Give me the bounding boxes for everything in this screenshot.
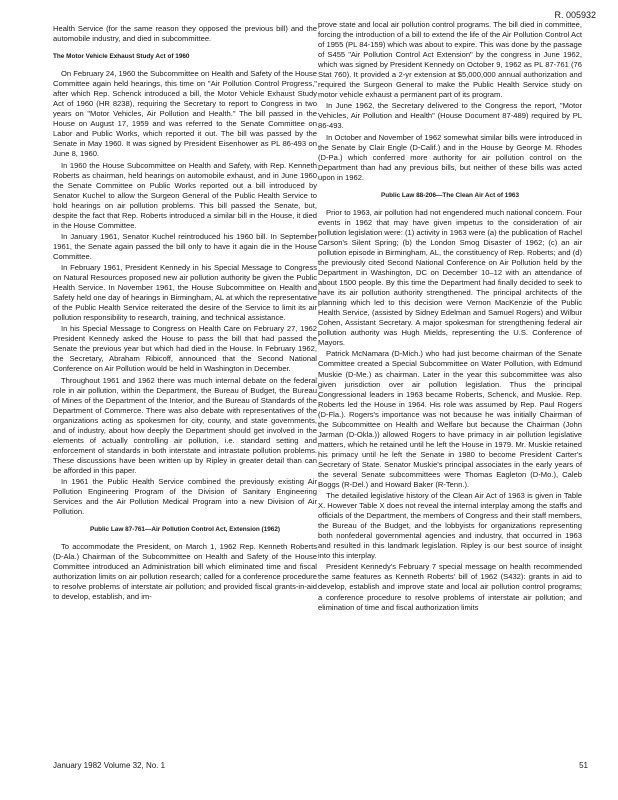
left-column	[53, 24, 317, 603]
paragraph: In 1960 the House Subcommittee on Health and Safety, with Rep. Kenneth Roberts as chairman, held hearings on automobile exhaust, and in June 1960 the Senate Committee on Public Works reported out a bill introduced by Senator Kuchel to allow the Surgeon General of the Public Health Service to hold hearings on air pollution problems. This bill passed the Senate, but, despite the fact that Rep. Roberts introduced a similar bill in the House, it died in the House Committee.	[53, 160, 317, 230]
paragraph: In his Special Message to Congress on Health Care on February 27, 1962 President Kennedy asked the House to pass the bill that had passed the Senate the previous year but which had died in the House. In February 1962, the Secretary, Abraham Ribicoff, announced that the Second National Conference on Air Pollution would be held in Washington in December.	[53, 324, 317, 374]
paragraph: In January 1961, Senator Kuchel reintroduced his 1960 bill. In September 1961, the Senate again passed the bill only to have it again die in the House Committee.	[53, 231, 317, 261]
paragraph: Prior to 1963, air pollution had not engendered much national concern. Four events in 1962 that may have given impetus to the consideration of air pollution legislation were: (1) activity in 1963 were (a) the publication of Rachel Carson's Silent Spring; (b) the London Smog Disaster of 1962; (c) an air pollution episode in Birmingham, AL, the constituency of Rep. Roberts; and (d) the previously cited Second National Conference on Air Pollution held by the Department in Washington, DC on December 10–12 with an attendance of about 1500 people. By this time the Department had finally decided to seek to have its air pollution authority strengthened. The principal architects of the planning which led to this decision were Vernon MacKenzie of the Public Health Service, (assisted by Sidney Edelman and Samuel Rogers) and Wilbur Cohen, Assistant Secretary. A major spokesman for strengthening federal air pollution authority was Hugh Mields, representing the U.S. Conference of Mayors.	[318, 207, 582, 348]
paragraph: To accommodate the President, on March 1, 1962 Rep. Kenneth Roberts (D-Ala.) Chairman of the Subcommittee on Health and Safety of the House Committee introduced an Administration bill which eliminated time and fiscal authorization limits on air pollution research; called for a conference procedure to resolve problems of interstate air pollution; and provided fiscal grants-in-aid to develop, establish, and im-	[53, 542, 317, 602]
bates-number: R. 005932	[554, 10, 596, 20]
section-heading: Public Law 88-206—The Clean Air Act of 1963	[380, 191, 520, 199]
paragraph: Throughout 1961 and 1962 there was much internal debate on the federal role in air pollution, within the Department, the Bureau of Budget, the Bureau of Mines of the Department of the Interior, and the Bureau of Standards of the Department of Commerce. There was also debate with representatives of the organizations acting as spokesmen for city, county, and state governments, and of industry, about how deeply the Department should get involved in the elements of actually controlling air pollution, i.e. standard setting and enforcement of standards in both interstate and intrastate pollution problems. These discussions have been written up by Ripley in greater detail than can be afforded in this paper.	[53, 375, 317, 475]
paragraph: On February 24, 1960 the Subcommittee on Health and Safety of the House Committee again held hearings, this time on "Air Pollution Control Progress," after which Rep. Schenck introduced a bill, the Motor Vehicle Exhaust Study Act of 1960 (HR 8238), requiring the Secretary to report to Congress in two years on "Motor Vehicles, Air Pollution and Health." The bill passed in the House on August 17, 1959 and was referred to the Senate Committee on Labor and Public Works, which reported it out. The bill was passed by the Senate in May 1960. It was signed by President Eisenhower as PL 86-493 on June 8, 1960.	[53, 69, 317, 159]
page-number: 51	[579, 761, 588, 770]
right-column	[318, 20, 582, 614]
section-heading: Public Law 87-761—Air Pollution Control Act, Extension (1962)	[89, 526, 281, 534]
paragraph: President Kennedy's February 7 special message on health recommended the same features as Kenneth Roberts' bill of 1962 (S432): grants in aid to develop, establish and improve state and local air pollution control programs; a conference procedure to resolve problems of interstate air pollution; and elimination of time and fiscal authorization limits	[318, 562, 582, 612]
journal-issue: January 1982 Volume 32, No. 1	[53, 761, 166, 770]
paragraph: Health Service (for the same reason they opposed the previous bill) and the automobile industry, and died in subcommittee.	[53, 24, 317, 44]
paragraph: In October and November of 1962 somewhat similar bills were introduced in the Senate by Clair Engle (D-Calif.) and in the House by George M. Rhodes (D-Pa.) which conferred more authority for air pollution control on the Department than had any previous bills, but neither of these bills was acted upon in 1962.	[318, 132, 582, 182]
paragraph: Patrick McNamara (D-Mich.) who had just become chairman of the Senate Committee created a Special Subcommittee on Water Pollution, with Edmund Muskie (D-Me.) as chairman. Later in the year this subcommittee was also given jurisdiction over air pollution legislation. Thus the principal Congressional leaders in 1963 became Roberts, Schenck, and Muskie. Rep. Roberts led the House in 1964. His role was assumed by Rep. Paul Rogers (D-Fla.). Rogers's importance was not because he was initially Chairman of the Subcommittee on Health and Welfare but because the Chairman (John Jarman (D-Okla.)) allowed Rogers to have primacy in air pollution legislative matters, which he retained until he left the House in 1979. Mr. Muskie retained his primacy until he left the Senate in 1980 to become President Carter's Secretary of State. Senator Muskie's principal associates in the early years of the several Senate subcommittees were Thomas Eagleton (D-Mo.), Caleb Boggs (R-Del.) and Howard Baker (R-Tenn.).	[318, 349, 582, 490]
paragraph: In 1961 the Public Health Service combined the previously existing Air Pollution Engineering Program of the Division of Sanitary Engineering Services and the Air Pollution Medical Program into a new Division of Air Pollution.	[53, 476, 317, 517]
section-heading: The Motor Vehicle Exhaust Study Act of 1960	[53, 53, 190, 61]
paragraph: prove state and local air pollution control programs. The bill died in committee, forcing the introduction of a bill to extend the life of the Air Pollution Control Act of 1955 (PL 84-159) which was about to expire. This was done by the passage of S455 "Air Pollution Control Act Extension" by the congress in June 1962, which was signed by President Kennedy on October 9, 1962 as PL 87-761 (76 Stat 760). It provided a 2-yr extension at $5,000,000 annual authorization and required the Surgeon General to make the Public Health Service study on motor vehicle exhaust a permanent part of its program.	[318, 20, 582, 100]
paragraph: In February 1961, President Kennedy in his Special Message to Congress on Natural Resources proposed new air pollution authority be given the Public Health Service. In November 1961, the House Subcommittee on Health and Safety held one day of hearings in Birmingham, AL at which the representative of the Public Health Service reiterated the desire of the Service to limit its air pollution responsibility to research, training, and technical assistance.	[53, 262, 317, 323]
paragraph: The detailed legislative history of the Clean Air Act of 1963 is given in Table X. However Table X does not reveal the internal interplay among the staffs and officials of the Department, the members of Congress and their staff members, the Bureau of the Budget, and the lobbyists for organizations representing both nonfederal governmental agencies and industry, that occurred in 1963 and resulted in this landmark legislation. Ripley is our best source of insight into this interplay.	[318, 491, 582, 561]
paragraph: In June 1962, the Secretary delivered to the Congress the report, "Motor Vehicles, Air Pollution and Health" (House Document 87-489) required by PL 86-493.	[318, 101, 582, 131]
